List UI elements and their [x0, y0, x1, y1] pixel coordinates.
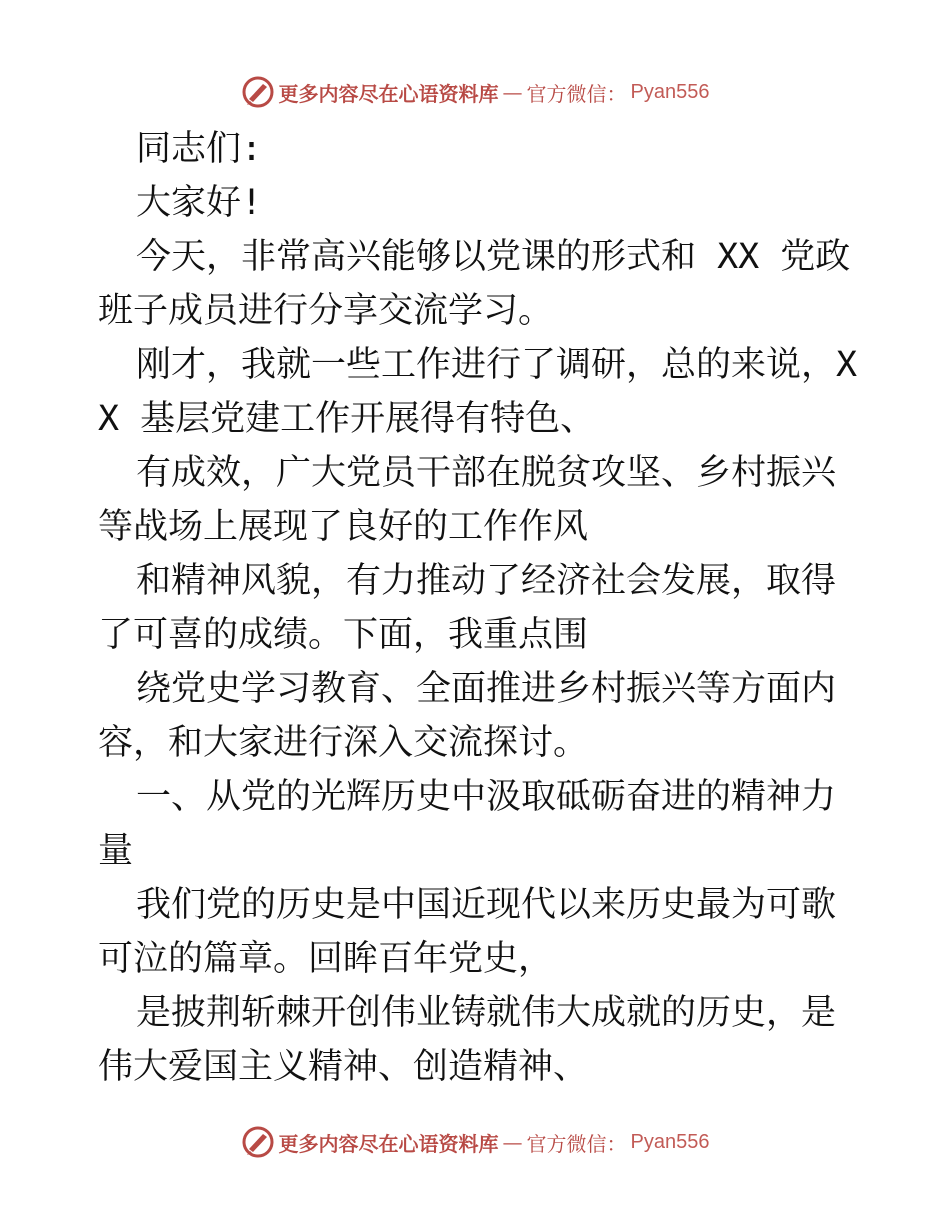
section-heading: 一、从党的光辉历史中汲取砥砺奋进的精神力量: [98, 777, 837, 871]
pen-logo-icon: [241, 75, 275, 109]
brand-wechat-handle: Pyan556: [630, 80, 710, 103]
page-header-watermark: [0, 72, 950, 112]
brand-wechat-handle: Pyan556: [630, 1130, 710, 1153]
paragraph: 大家好!: [136, 183, 263, 223]
paragraph: 是披荆斩棘开创伟业铸就伟大成就的历史，是伟大爱国主义精神、创造精神、: [98, 993, 837, 1087]
paragraph: 刚才，我就一些工作进行了调研，总的来说，XX 基层党建工作开展得有特色、: [98, 345, 858, 439]
brand-banner: [241, 75, 710, 109]
pen-logo-icon: [241, 1125, 275, 1159]
paragraph: 今天，非常高兴能够以党课的形式和 XX 党政班子成员进行分享交流学习。: [98, 237, 851, 331]
paragraph: 同志们:: [136, 129, 263, 169]
brand-banner: [241, 1125, 710, 1159]
paragraph: 和精神风貌，有力推动了经济社会发展，取得了可喜的成绩。下面，我重点围: [98, 561, 837, 655]
brand-separator: —: [502, 80, 523, 104]
brand-name: 更多内容尽在心语资料库: [278, 1131, 499, 1156]
brand-name: 更多内容尽在心语资料库: [278, 81, 499, 106]
document-body: [98, 122, 858, 1094]
paragraph: 我们党的历史是中国近现代以来历史最为可歌可泣的篇章。回眸百年党史，: [98, 885, 837, 979]
brand-wechat-label: 官方微信：: [526, 1131, 627, 1156]
brand-separator: —: [502, 1130, 523, 1154]
page-footer-watermark: [0, 1122, 950, 1162]
paragraph: 绕党史学习教育、全面推进乡村振兴等方面内容，和大家进行深入交流探讨。: [98, 669, 837, 763]
brand-wechat-label: 官方微信：: [526, 81, 627, 106]
paragraph: 有成效，广大党员干部在脱贫攻坚、乡村振兴等战场上展现了良好的工作作风: [98, 453, 837, 547]
